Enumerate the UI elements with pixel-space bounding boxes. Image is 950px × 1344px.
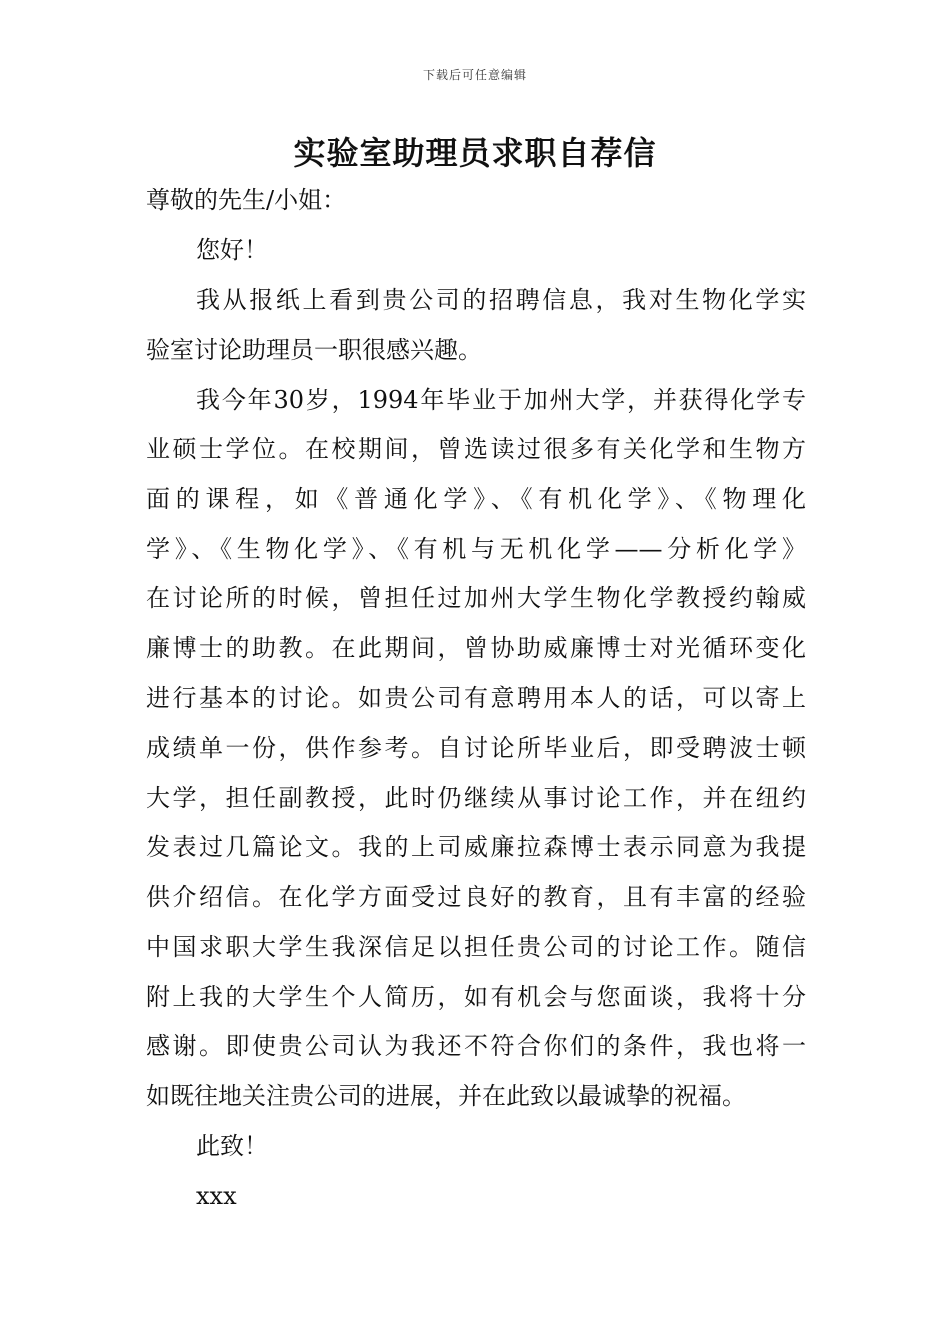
paragraph-line: 在讨论所的时候，曾担任过加州大学生物化学教授约翰威: [146, 584, 806, 612]
paragraph-line: 业硕士学位。在校期间，曾选读过很多有关化学和生物方: [146, 435, 806, 463]
paragraph-line: 廉博士的助教。在此期间，曾协助威廉博士对光循环变化: [146, 634, 806, 662]
greeting: 您好！: [196, 236, 268, 264]
paragraph-line: 供介绍信。在化学方面受过良好的教育，且有丰富的经验: [146, 883, 806, 911]
paragraph-line: 学》、《生物化学》、《有机与无机化学——分析化学》: [146, 535, 806, 563]
signature: xxx: [196, 1182, 237, 1210]
paragraph-line: 成绩单一份，供作参考。自讨论所毕业后，即受聘波士顿: [146, 734, 806, 762]
paragraph-line: 验室讨论助理员一职很感兴趣。: [146, 336, 482, 364]
paragraph-line: 进行基本的讨论。如贵公司有意聘用本人的话，可以寄上: [146, 684, 806, 712]
header-note: 下载后可任意编辑: [422, 68, 527, 82]
paragraph-line: 感谢。即使贵公司认为我还不符合你们的条件，我也将一: [146, 1032, 806, 1060]
paragraph-line: 大学，担任副教授，此时仍继续从事讨论工作，并在纽约: [146, 784, 806, 812]
paragraph-line: 附上我的大学生个人简历，如有机会与您面谈，我将十分: [146, 983, 806, 1011]
closing: 此致！: [196, 1132, 268, 1160]
document-title: 实验室助理员求职自荐信: [293, 134, 657, 172]
paragraph-line: 我今年30岁，1994年毕业于加州大学，并获得化学专: [196, 386, 806, 414]
salutation: 尊敬的先生/小姐：: [146, 186, 347, 214]
paragraph-line: 如既往地关注贵公司的进展，并在此致以最诚挚的祝福。: [146, 1082, 746, 1110]
paragraph-line: 中国求职大学生我深信足以担任贵公司的讨论工作。随信: [146, 933, 806, 961]
paragraph-line: 我从报纸上看到贵公司的招聘信息，我对生物化学实: [196, 286, 806, 314]
paragraph-line: 发表过几篇论文。我的上司威廉拉森博士表示同意为我提: [146, 833, 806, 861]
paragraph-line: 面的课程，如《普通化学》、《有机化学》、《物理化: [146, 485, 806, 513]
